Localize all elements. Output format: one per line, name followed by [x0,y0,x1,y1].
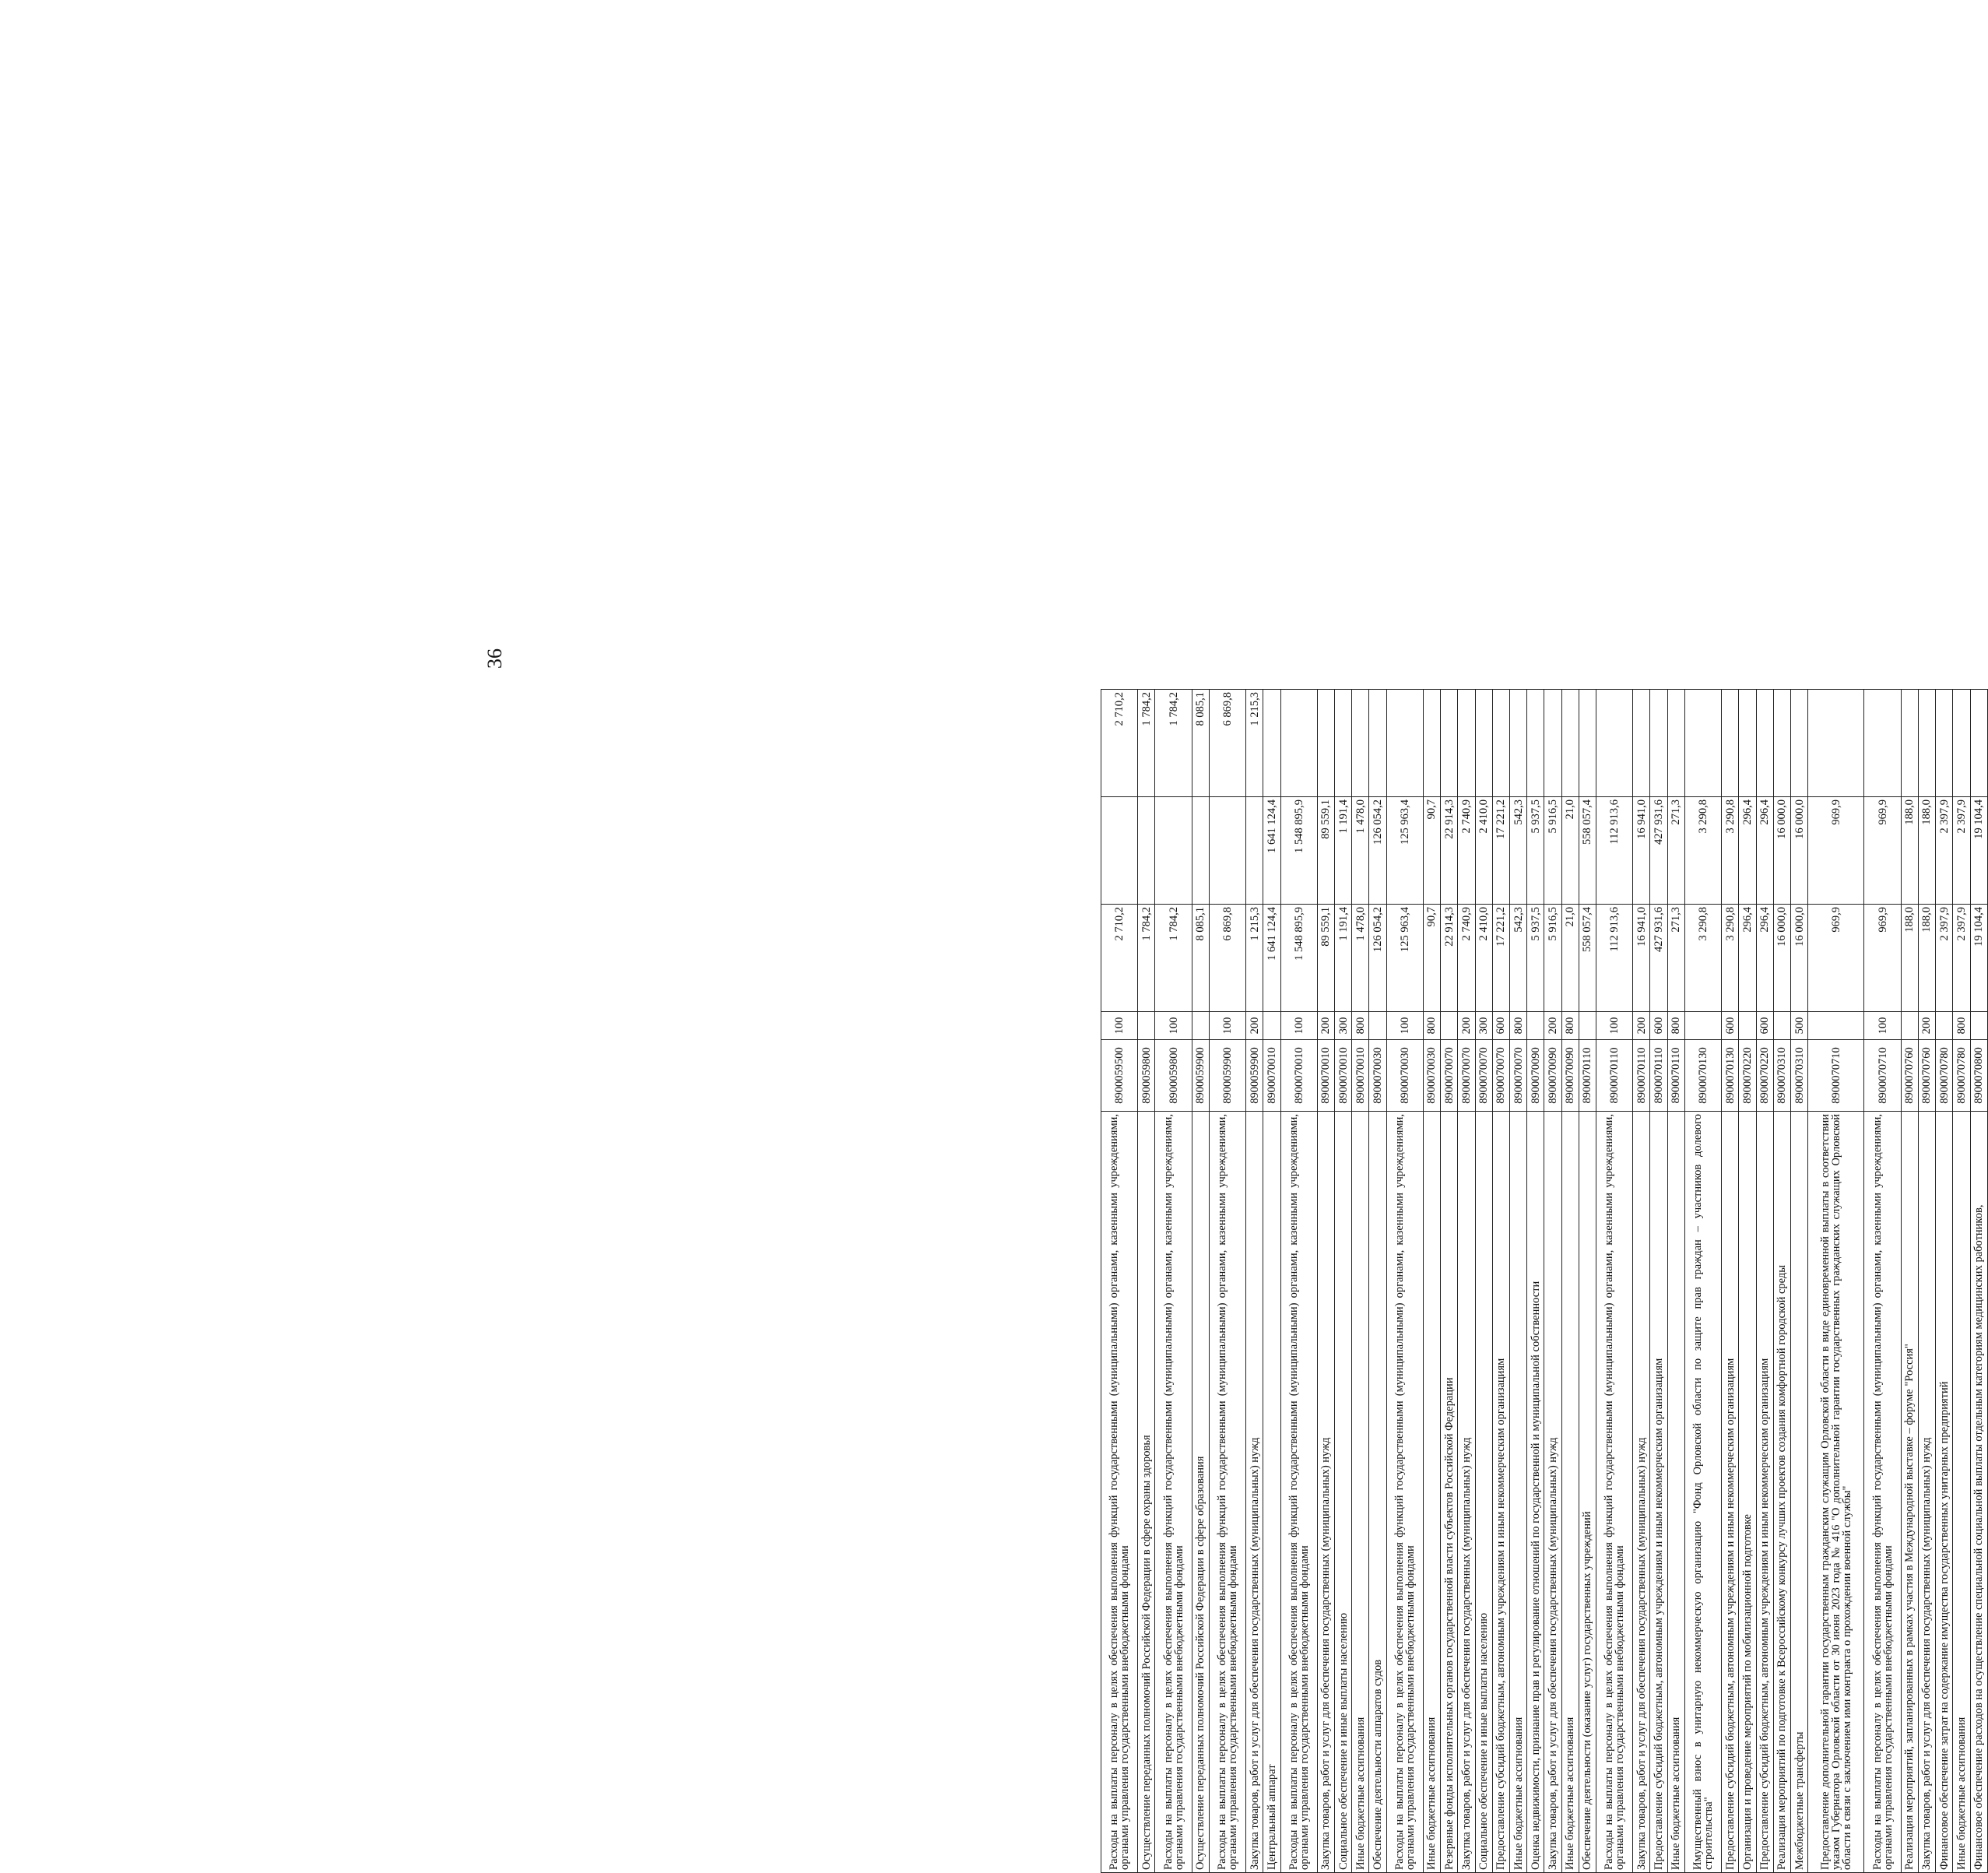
row-federal-funds-amount: 1 215,3 [1246,690,1263,797]
table-row [1579,690,1596,1873]
row-expense-type: 200 [1317,1012,1334,1040]
row-own-funds-amount [1155,797,1192,905]
row-total-amount: 19 104,4 [1970,905,1987,1012]
row-expense-type [1936,1012,1953,1040]
row-expense-type: 200 [1458,1012,1475,1040]
row-name: Предоставление субсидий бюджетным, автономным учреждениям и иным некоммерческим организациям [1756,1112,1773,1873]
row-federal-funds-amount [1561,690,1579,797]
row-own-funds-amount [1101,797,1138,905]
row-expense-type: 100 [1209,1012,1245,1040]
table-row [1423,690,1440,1873]
row-code: 8900070070 [1509,1040,1526,1112]
row-code: 8900070760 [1901,1040,1918,1112]
row-federal-funds-amount [1596,690,1633,797]
row-expense-type [1527,1012,1544,1040]
row-total-amount: 188,0 [1901,905,1918,1012]
row-federal-funds-amount: 1 784,2 [1138,690,1155,797]
row-own-funds-amount: 112 913,6 [1596,797,1633,905]
row-federal-funds-amount: 6 869,8 [1209,690,1245,797]
row-expense-type [1970,1012,1987,1040]
table-row [1633,690,1650,1873]
row-code: 8900070110 [1596,1040,1633,1112]
row-own-funds-amount: 2 410,0 [1475,797,1492,905]
row-expense-type: 200 [1544,1012,1561,1040]
row-own-funds-amount: 1 548 895,9 [1280,797,1317,905]
row-federal-funds-amount [1263,690,1280,797]
row-name: Иные бюджетные ассигнования [1509,1112,1526,1873]
row-name: Обеспечение деятельности аппаратов судов [1369,1112,1386,1873]
row-expense-type: 200 [1633,1012,1650,1040]
row-federal-funds-amount [1334,690,1351,797]
row-code: 8900070310 [1773,1040,1790,1112]
row-total-amount: 542,3 [1509,905,1526,1012]
row-total-amount: 126 054,2 [1369,905,1386,1012]
row-total-amount: 969,9 [1808,905,1864,1012]
row-expense-type: 600 [1722,1012,1739,1040]
row-total-amount: 16 000,0 [1791,905,1808,1012]
row-federal-funds-amount [1386,690,1423,797]
row-own-funds-amount: 16 000,0 [1791,797,1808,905]
row-code: 8900070780 [1936,1040,1953,1112]
row-name: Иные бюджетные ассигнования [1352,1112,1369,1873]
row-own-funds-amount [1209,797,1245,905]
row-code: 8900070800 [1970,1040,1987,1112]
row-total-amount: 969,9 [1864,905,1901,1012]
row-federal-funds-amount: 2 710,2 [1101,690,1138,797]
row-federal-funds-amount [1773,690,1790,797]
row-own-funds-amount: 188,0 [1918,797,1935,905]
row-federal-funds-amount [1280,690,1317,797]
row-code: 8900070010 [1334,1040,1351,1112]
table-row [1317,690,1334,1873]
table-row [1441,690,1458,1873]
row-expense-type [1138,1012,1155,1040]
row-own-funds-amount: 271,3 [1667,797,1684,905]
row-code: 8900059900 [1192,1040,1209,1112]
row-expense-type [1684,1012,1721,1040]
row-expense-type: 600 [1492,1012,1509,1040]
table-row [1101,690,1138,1873]
row-code: 8900070710 [1864,1040,1901,1112]
row-federal-funds-amount [1441,690,1458,797]
row-federal-funds-amount [1475,690,1492,797]
row-total-amount: 296,4 [1756,905,1773,1012]
table-row [1209,690,1245,1873]
row-total-amount: 6 869,8 [1209,905,1245,1012]
row-total-amount: 1 478,0 [1352,905,1369,1012]
row-name: Социальное обеспечение и иные выплаты населению [1334,1112,1351,1873]
row-total-amount: 1 548 895,9 [1280,905,1317,1012]
table-row [1739,690,1756,1873]
row-own-funds-amount: 296,4 [1739,797,1756,905]
row-total-amount: 1 215,3 [1246,905,1263,1012]
row-code: 8900070220 [1739,1040,1756,1112]
row-name: Иные бюджетные ассигнования [1667,1112,1684,1873]
row-federal-funds-amount [1808,690,1864,797]
row-total-amount: 188,0 [1918,905,1935,1012]
row-own-funds-amount: 16 000,0 [1773,797,1790,905]
row-name: Иные бюджетные ассигнования [1423,1112,1440,1873]
row-own-funds-amount: 16 941,0 [1633,797,1650,905]
row-federal-funds-amount [1509,690,1526,797]
row-own-funds-amount: 89 559,1 [1317,797,1334,905]
row-expense-type [1369,1012,1386,1040]
row-total-amount: 1 641 124,4 [1263,905,1280,1012]
row-expense-type: 100 [1155,1012,1192,1040]
row-code: 8900070110 [1579,1040,1596,1112]
row-total-amount: 558 057,4 [1579,905,1596,1012]
table-row [1386,690,1423,1873]
row-expense-type: 600 [1650,1012,1667,1040]
row-code: 8900070760 [1918,1040,1935,1112]
row-name: Оценка недвижимости, признание прав и регулирование отношений по государственной и муниципальной собственности [1527,1112,1544,1873]
row-code: 8900070070 [1458,1040,1475,1112]
row-own-funds-amount: 542,3 [1509,797,1526,905]
table-row [1970,690,1987,1873]
table-row [1561,690,1579,1873]
row-expense-type: 100 [1864,1012,1901,1040]
row-code: 8900070220 [1756,1040,1773,1112]
row-federal-funds-amount [1579,690,1596,797]
table-row [1369,690,1386,1873]
row-code: 8900070110 [1633,1040,1650,1112]
table-row [1192,690,1209,1873]
row-expense-type [1739,1012,1756,1040]
row-code: 8900070090 [1527,1040,1544,1112]
row-code: 8900070070 [1441,1040,1458,1112]
table-row [1864,690,1901,1873]
row-total-amount: 90,7 [1423,905,1440,1012]
row-own-funds-amount: 188,0 [1901,797,1918,905]
row-expense-type [1263,1012,1280,1040]
row-own-funds-amount: 2 397,9 [1936,797,1953,905]
row-federal-funds-amount [1970,690,1987,797]
row-code: 8900070710 [1808,1040,1864,1112]
table-row [1756,690,1773,1873]
row-code: 8900070030 [1369,1040,1386,1112]
row-name: Предоставление дополнительной гарантии государственным гражданским служащим Орловской области в виде единовременной выплаты в соответствии указом Губернатора Орловской области от 30 июня 2023 года № 416 "О дополнительной гарантии государственных гражданских служащих Орловской области в связи с заключением ими контракта о прохождении военной службы" [1808,1112,1864,1873]
row-name: Осуществление переданных полномочий Российской Федерации в сфере охраны здоровья [1138,1112,1155,1873]
row-own-funds-amount: 3 290,8 [1722,797,1739,905]
row-federal-funds-amount [1352,690,1369,797]
row-own-funds-amount: 19 104,4 [1970,797,1987,905]
table-row [1475,690,1492,1873]
row-name: Осуществление переданных полномочий Российской Федерации в сфере образования [1192,1112,1209,1873]
row-code: 8900070310 [1791,1040,1808,1112]
table-row [1155,690,1192,1873]
row-federal-funds-amount [1918,690,1935,797]
row-code: 8900070090 [1561,1040,1579,1112]
row-name: Обеспечение деятельности (оказание услуг) государственных учреждений [1579,1112,1596,1873]
table-row [1953,690,1970,1873]
row-code: 8900070010 [1317,1040,1334,1112]
table-row [1509,690,1526,1873]
row-expense-type: 800 [1352,1012,1369,1040]
row-federal-funds-amount [1369,690,1386,797]
row-total-amount: 1 784,2 [1155,905,1192,1012]
row-name: Расходы на выплаты персоналу в целях обеспечения выполнения функций государственными (муниципальными) органами, казенными учреждениями, органами управления государственными внебюджетными фондами [1280,1112,1317,1873]
row-name: Закупка товаров, работ и услуг для обеспечения государственных (муниципальных) нужд [1918,1112,1935,1873]
table-row [1936,690,1953,1873]
row-own-funds-amount: 558 057,4 [1579,797,1596,905]
row-own-funds-amount [1246,797,1263,905]
row-name: Центральный аппарат [1263,1112,1280,1873]
row-name: Закупка товаров, работ и услуг для обеспечения государственных (муниципальных) нужд [1633,1112,1650,1873]
row-expense-type [1579,1012,1596,1040]
row-own-funds-amount: 427 931,6 [1650,797,1667,905]
row-total-amount: 21,0 [1561,905,1579,1012]
table-row [1280,690,1317,1873]
row-total-amount: 89 559,1 [1317,905,1334,1012]
row-expense-type [1192,1012,1209,1040]
row-expense-type: 500 [1791,1012,1808,1040]
row-total-amount: 2 410,0 [1475,905,1492,1012]
row-code: 8900059500 [1101,1040,1138,1112]
row-expense-type [1808,1012,1864,1040]
row-total-amount: 3 290,8 [1722,905,1739,1012]
row-name: Расходы на выплаты персоналу в целях обеспечения выполнения функций государственными (муниципальными) органами, казенными учреждениями, органами управления государственными внебюджетными фондами [1596,1112,1633,1873]
row-federal-funds-amount [1684,690,1721,797]
row-expense-type [1773,1012,1790,1040]
row-total-amount: 427 931,6 [1650,905,1667,1012]
row-code: 8900070090 [1544,1040,1561,1112]
row-expense-type: 800 [1561,1012,1579,1040]
table-row [1544,690,1561,1873]
row-total-amount: 5 937,5 [1527,905,1544,1012]
table-row [1263,690,1280,1873]
row-total-amount: 17 221,2 [1492,905,1509,1012]
row-code: 8900070780 [1953,1040,1970,1112]
row-expense-type: 100 [1101,1012,1138,1040]
row-own-funds-amount: 296,4 [1756,797,1773,905]
row-federal-funds-amount [1650,690,1667,797]
row-total-amount: 5 916,5 [1544,905,1561,1012]
row-federal-funds-amount [1423,690,1440,797]
row-federal-funds-amount [1791,690,1808,797]
row-expense-type: 800 [1509,1012,1526,1040]
table-row [1901,690,1918,1873]
table-row [1684,690,1721,1873]
row-federal-funds-amount [1458,690,1475,797]
row-federal-funds-amount [1953,690,1970,797]
row-name: Предоставление субсидий бюджетным, автономным учреждениям и иным некоммерческим организациям [1492,1112,1509,1873]
row-own-funds-amount: 22 914,3 [1441,797,1458,905]
row-federal-funds-amount [1864,690,1901,797]
row-code: 8900059800 [1138,1040,1155,1112]
table-row [1246,690,1263,1873]
row-name: Организация и проведение мероприятий по мобилизационной подготовке [1739,1112,1756,1873]
table-row [1492,690,1509,1873]
row-name: Социальное обеспечение и иные выплаты населению [1475,1112,1492,1873]
row-own-funds-amount: 126 054,2 [1369,797,1386,905]
row-code: 8900070130 [1722,1040,1739,1112]
row-own-funds-amount: 3 290,8 [1684,797,1721,905]
table-row [1458,690,1475,1873]
row-total-amount: 271,3 [1667,905,1684,1012]
table-row [1650,690,1667,1873]
row-code: 8900059900 [1209,1040,1245,1112]
row-total-amount: 296,4 [1739,905,1756,1012]
row-name: Финансовое обеспечение затрат на содержание имущества государственных унитарных предприятий [1936,1112,1953,1873]
row-name: Резервные фонды исполнительных органов государственной власти субъектов Российской Федерации [1441,1112,1458,1873]
row-federal-funds-amount [1544,690,1561,797]
row-expense-type [1901,1012,1918,1040]
row-federal-funds-amount [1739,690,1756,797]
row-name: Закупка товаров, работ и услуг для обеспечения государственных (муниципальных) нужд [1458,1112,1475,1873]
row-own-funds-amount: 5 916,5 [1544,797,1561,905]
table-row [1138,690,1155,1873]
row-name: Расходы на выплаты персоналу в целях обеспечения выполнения функций государственными (муниципальными) органами, казенными учреждениями, органами управления государственными внебюджетными фондами [1386,1112,1423,1873]
row-name: Иные бюджетные ассигнования [1953,1112,1970,1873]
row-total-amount: 3 290,8 [1684,905,1721,1012]
table-row [1722,690,1739,1873]
row-code: 8900059800 [1155,1040,1192,1112]
row-total-amount: 8 085,1 [1192,905,1209,1012]
page-number: 36 [483,648,506,669]
row-name: Межбюджетные трансферты [1791,1112,1808,1873]
row-total-amount: 1 784,2 [1138,905,1155,1012]
row-own-funds-amount: 5 937,5 [1527,797,1544,905]
row-expense-type: 300 [1475,1012,1492,1040]
row-own-funds-amount: 969,9 [1864,797,1901,905]
row-code: 8900070010 [1280,1040,1317,1112]
row-own-funds-amount: 90,7 [1423,797,1440,905]
row-name: Закупка товаров, работ и услуг для обеспечения государственных (муниципальных) нужд [1246,1112,1263,1873]
row-expense-type: 100 [1386,1012,1423,1040]
row-federal-funds-amount [1527,690,1544,797]
row-federal-funds-amount [1936,690,1953,797]
table-row [1808,690,1864,1873]
row-total-amount: 2 710,2 [1101,905,1138,1012]
row-name: Расходы на выплаты персоналу в целях обеспечения выполнения функций государственными (муниципальными) органами, казенными учреждениями, органами управления государственными внебюджетными фондами [1155,1112,1192,1873]
row-code: 8900070030 [1386,1040,1423,1112]
row-federal-funds-amount [1901,690,1918,797]
row-total-amount: 2 397,9 [1953,905,1970,1012]
row-own-funds-amount: 1 191,4 [1334,797,1351,905]
row-name: Закупка товаров, работ и услуг для обеспечения государственных (муниципальных) нужд [1317,1112,1334,1873]
table-row [1791,690,1808,1873]
table-row [1334,690,1351,1873]
row-expense-type: 800 [1953,1012,1970,1040]
row-code: 8900070070 [1475,1040,1492,1112]
row-name: Расходы на выплаты персоналу в целях обеспечения выполнения функций государственными (муниципальными) органами, казенными учреждениями, органами управления государственными внебюджетными фондами [1101,1112,1138,1873]
row-own-funds-amount [1192,797,1209,905]
row-total-amount: 112 913,6 [1596,905,1633,1012]
row-code: 8900070110 [1667,1040,1684,1112]
row-expense-type: 800 [1667,1012,1684,1040]
row-total-amount: 16 941,0 [1633,905,1650,1012]
row-name: Иные бюджетные ассигнования [1561,1112,1579,1873]
row-name: Имущественный взнос в унитарную некоммерческую организацию "Фонд Орловской области по защите прав граждан – участников долевого строительства" [1684,1112,1721,1873]
row-federal-funds-amount [1667,690,1684,797]
row-code: 8900070130 [1684,1040,1721,1112]
row-code: 8900059900 [1246,1040,1263,1112]
row-expense-type: 100 [1596,1012,1633,1040]
row-expense-type: 300 [1334,1012,1351,1040]
row-total-amount: 16 000,0 [1773,905,1790,1012]
row-name: Расходы на выплаты персоналу в целях обеспечения выполнения функций государственными (муниципальными) органами, казенными учреждениями, органами управления государственными внебюджетными фондами [1209,1112,1245,1873]
row-name: Реализация мероприятий по подготовке к Всероссийскому конкурсу лучших проектов создания комфортной городской среды [1773,1112,1790,1873]
row-code: 8900070010 [1352,1040,1369,1112]
row-code: 8900070110 [1650,1040,1667,1112]
row-name: Реализация мероприятий, запланированных в рамках участия в Международной выставке – форуме "Россия" [1901,1112,1918,1873]
row-expense-type: 200 [1246,1012,1263,1040]
row-total-amount: 2 397,9 [1936,905,1953,1012]
row-own-funds-amount: 969,9 [1808,797,1864,905]
row-own-funds-amount [1138,797,1155,905]
row-own-funds-amount: 1 641 124,4 [1263,797,1280,905]
row-total-amount: 125 963,4 [1386,905,1423,1012]
row-total-amount: 1 191,4 [1334,905,1351,1012]
row-total-amount: 2 740,9 [1458,905,1475,1012]
row-own-funds-amount: 21,0 [1561,797,1579,905]
table-row [1918,690,1935,1873]
budget-table-rotated [1101,690,1988,1873]
row-name: Предоставление субсидий бюджетным, автономным учреждениям и иным некоммерческим организациям [1650,1112,1667,1873]
row-own-funds-amount: 125 963,4 [1386,797,1423,905]
row-own-funds-amount: 2 740,9 [1458,797,1475,905]
row-expense-type: 200 [1918,1012,1935,1040]
budget-table [1101,689,1988,1873]
row-own-funds-amount: 2 397,9 [1953,797,1970,905]
row-own-funds-amount: 17 221,2 [1492,797,1509,905]
row-name: Финансовое обеспечение расходов на осуществление специальной социальной выплаты отдельным категориям медицинских работников, [1970,1112,1987,1873]
table-row [1773,690,1790,1873]
row-code: 8900070030 [1423,1040,1440,1112]
row-total-amount: 22 914,3 [1441,905,1458,1012]
table-row [1667,690,1684,1873]
row-federal-funds-amount [1633,690,1650,797]
row-federal-funds-amount [1317,690,1334,797]
row-expense-type: 100 [1280,1012,1317,1040]
row-federal-funds-amount: 1 784,2 [1155,690,1192,797]
row-expense-type [1441,1012,1458,1040]
row-code: 8900070010 [1263,1040,1280,1112]
table-row [1527,690,1544,1873]
row-name: Расходы на выплаты персоналу в целях обеспечения выполнения функций государственными (муниципальными) органами, казенными учреждениями, органами управления государственными внебюджетными фондами [1864,1112,1901,1873]
row-name: Закупка товаров, работ и услуг для обеспечения государственных (муниципальных) нужд [1544,1112,1561,1873]
row-code: 8900070070 [1492,1040,1509,1112]
row-federal-funds-amount [1722,690,1739,797]
row-federal-funds-amount: 8 085,1 [1192,690,1209,797]
row-name: Предоставление субсидий бюджетным, автономным учреждениям и иным некоммерческим организациям [1722,1112,1739,1873]
row-federal-funds-amount [1492,690,1509,797]
table-row [1596,690,1633,1873]
row-federal-funds-amount [1756,690,1773,797]
table-row [1352,690,1369,1873]
row-expense-type: 800 [1423,1012,1440,1040]
row-own-funds-amount: 1 478,0 [1352,797,1369,905]
row-expense-type: 600 [1756,1012,1773,1040]
